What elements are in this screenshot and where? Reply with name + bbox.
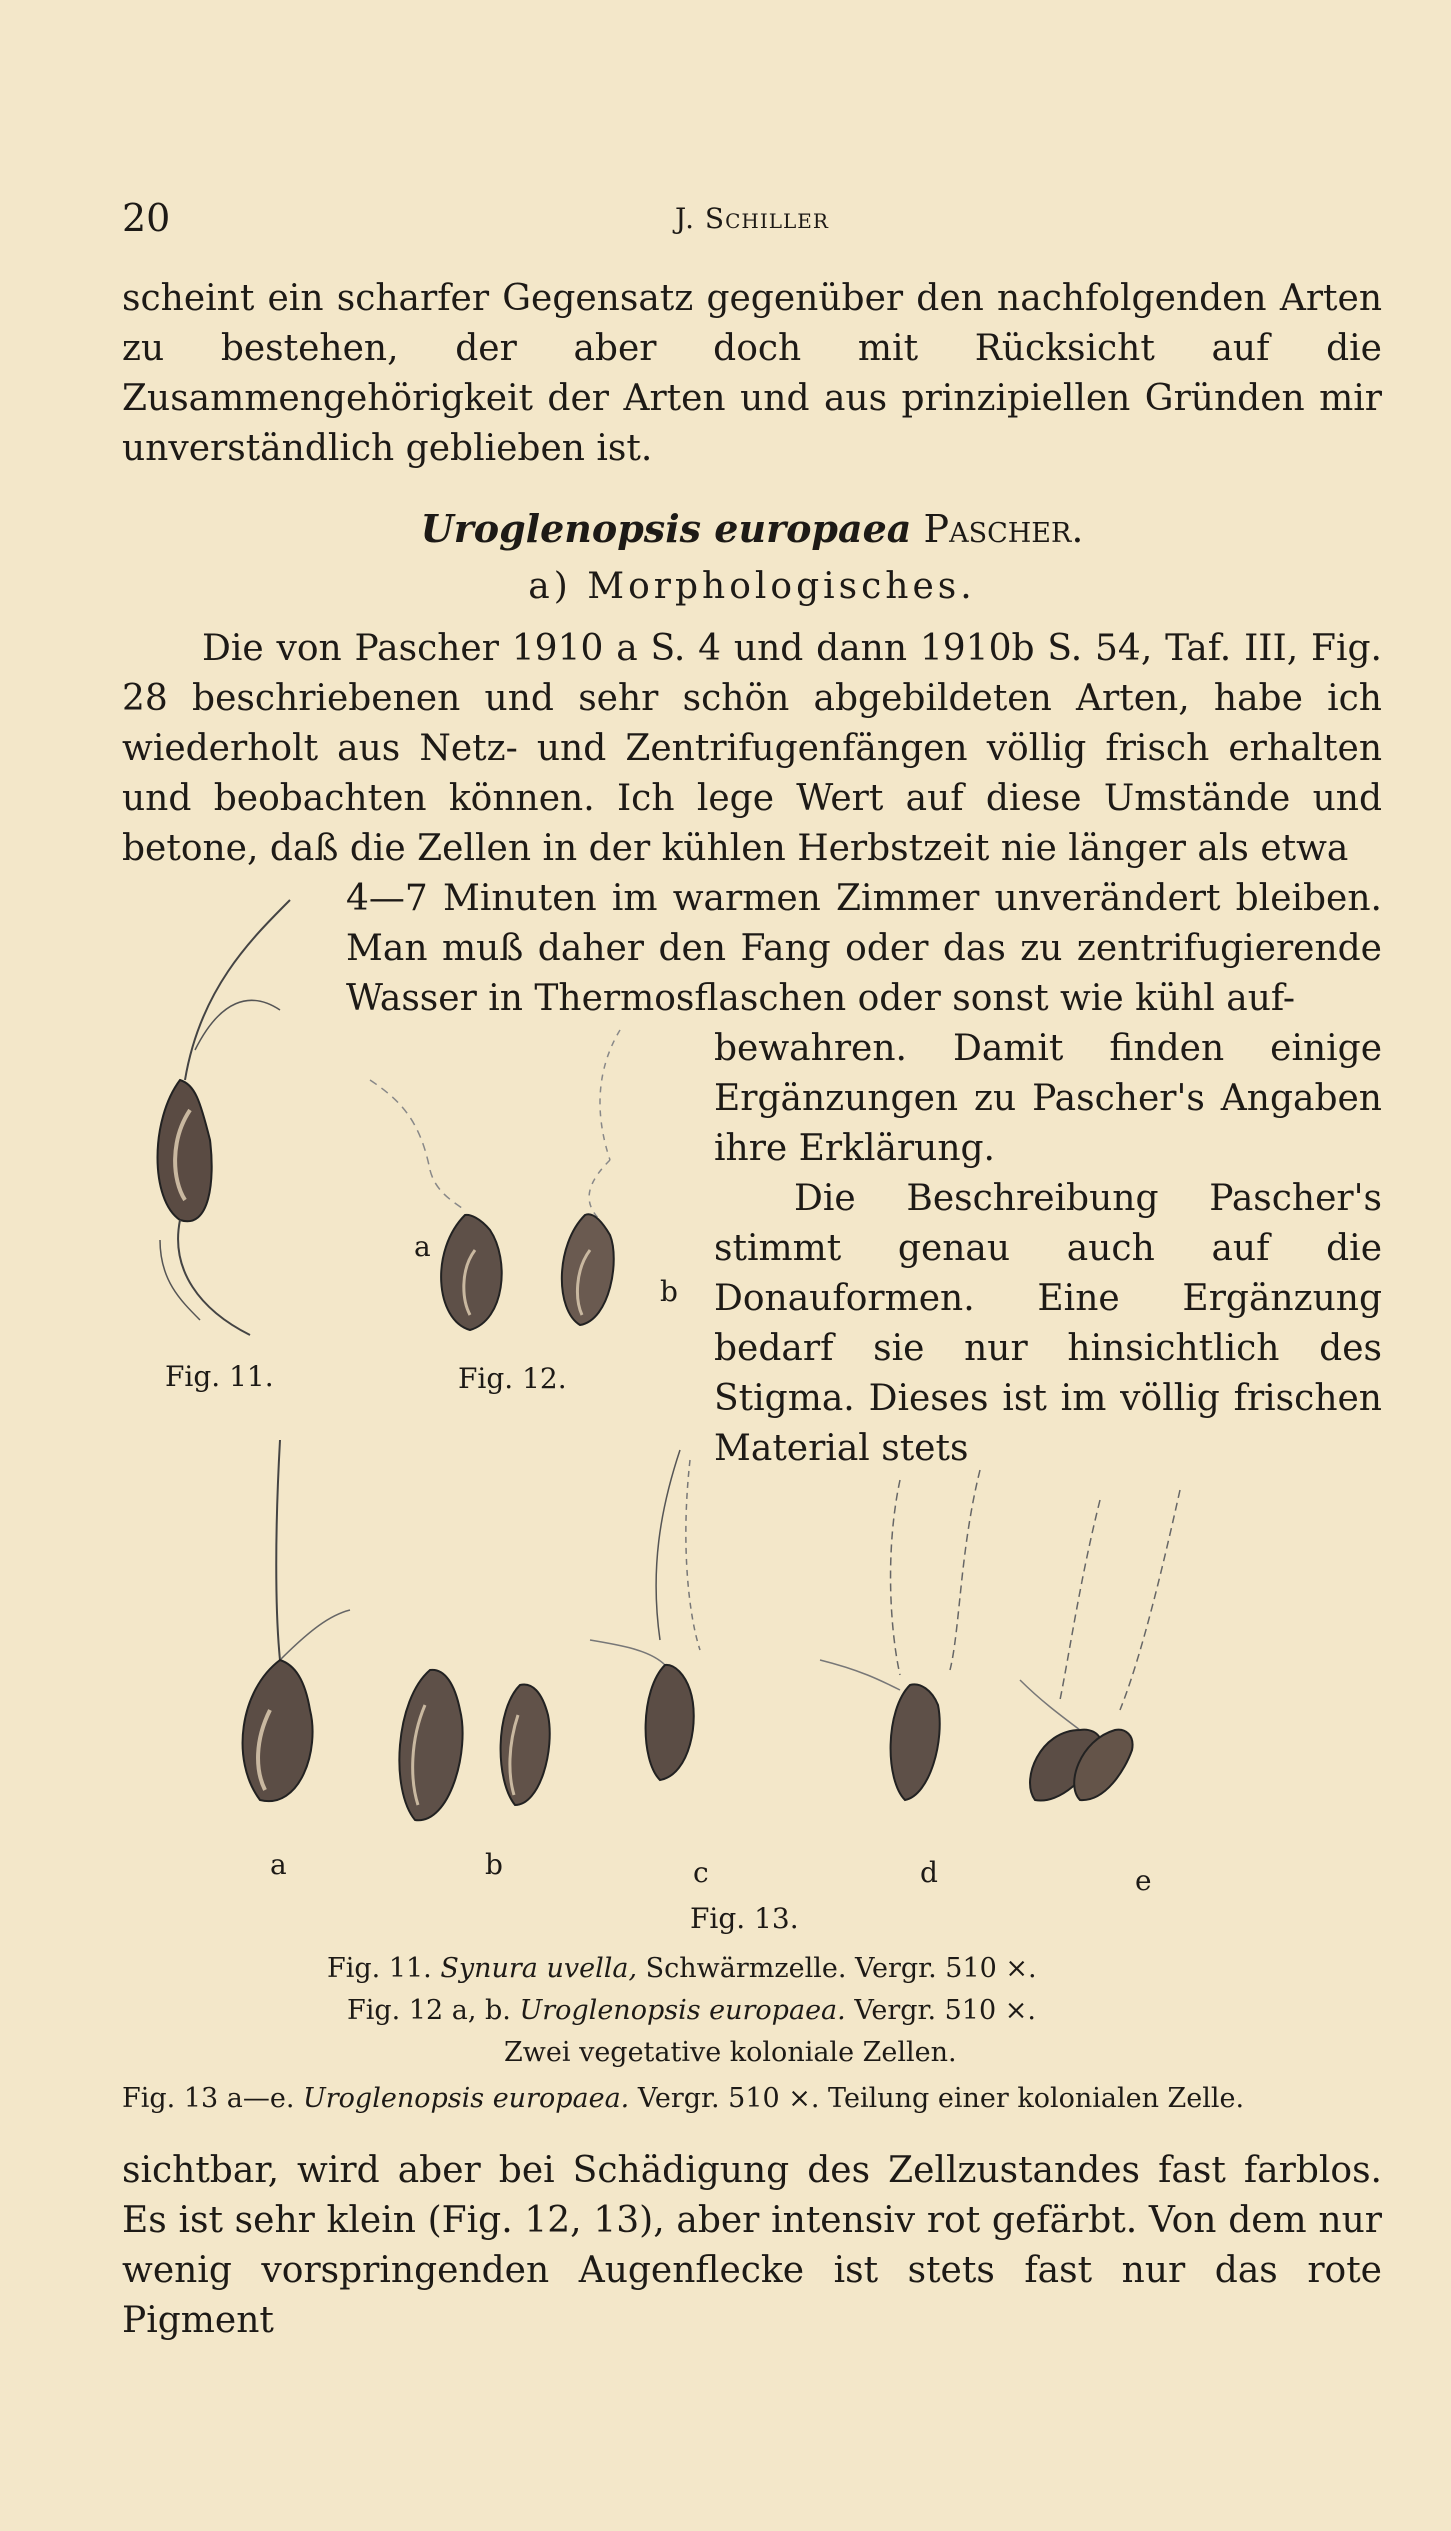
running-title: J. Schiller [675, 202, 829, 235]
body-paragraph-1-continued-b: bewahren. Damit finden einige Ergänzungen zu Pascher's Angaben ihre Erklärung. [714, 1028, 1382, 1169]
page-header [122, 196, 1382, 246]
figure-12-label: Fig. 12. [458, 1362, 567, 1395]
figure-13-sublabel-e: e [1135, 1864, 1152, 1897]
section-subtitle: a) Morphologisches. [528, 566, 976, 607]
figure-13-sublabel-c: c [693, 1856, 709, 1889]
section-title-author: Pascher. [923, 507, 1084, 551]
figure-13-sublabel-a: a [270, 1848, 287, 1881]
caption-fig-13: Fig. 13 a—e. Uroglenopsis europaea. Vergr. 510 ×. Teilung einer kolonialen Zelle. [122, 2083, 1245, 2114]
caption-fig-12-detail: Zwei vegetative koloniale Zellen. [504, 2037, 957, 2068]
figure-11-drawing [140, 880, 340, 1350]
figure-13-sublabel-b: b [485, 1848, 503, 1881]
figure-13-label: Fig. 13. [690, 1902, 799, 1935]
body-paragraph-1: Die von Pascher 1910 a S. 4 und dann 1910b S. 54, Taf. III, Fig. 28 beschriebenen und sehr schön abgebildeten Arten, habe ich wiederholt aus Netz- und Zentrifugenfängen völlig frisch erhalten und beobachten können. Ich lege Wert auf diese Umstände und betone, daß die Zellen in der kühlen Herbstzeit nie länger als etwa [122, 628, 1382, 869]
section-title [122, 506, 1382, 551]
figure-11-label: Fig. 11. [165, 1360, 274, 1393]
figure-13-sublabel-d: d [920, 1856, 938, 1889]
caption-fig-11: Fig. 11. Synura uvella, Schwärmzelle. Vergr. 510 ×. [327, 1953, 1037, 1984]
section-title-taxon: Uroglenopsis europaea [420, 506, 912, 551]
caption-fig-12: Fig. 12 a, b. Uroglenopsis europaea. Vergr. 510 ×. [347, 1995, 1036, 2026]
page-number: 20 [122, 196, 171, 240]
intro-paragraph: scheint ein scharfer Gegensatz gegenüber den nachfolgenden Arten zu bestehen, der aber doch mit Rücksicht auf die Zusammengehörigkeit der Arten und aus prinzipiellen Gründen mir unverständlich geblieben ist. [122, 278, 1382, 469]
body-paragraph-3: sichtbar, wird aber bei Schädigung des Zellzustandes fast farblos. Es ist sehr klein (Fig. 12, 13), aber intensiv rot gefärbt. Von dem nur wenig vorspringenden Augenflecke ist stets fast nur das rote Pigment [122, 2150, 1382, 2341]
figure-12-sublabel-b: b [660, 1275, 678, 1308]
figure-12-drawing [370, 1020, 670, 1360]
figure-12-sublabel-a: a [414, 1230, 431, 1263]
figure-13-drawing [220, 1430, 1270, 1850]
body-paragraph-2: Die Beschreibung Pascher's stimmt genau auch auf die Donauformen. Eine Ergänzung bedarf sie nur hinsichtlich des Stigma. Dieses ist im völlig frischen Material stets [714, 1178, 1382, 1469]
body-paragraph-1-continued-a: 4—7 Minuten im warmen Zimmer unverändert bleiben. Man muß daher den Fang oder das zu zentrifugierende Wasser in Thermosflaschen oder sonst wie kühl auf- [346, 878, 1382, 1019]
